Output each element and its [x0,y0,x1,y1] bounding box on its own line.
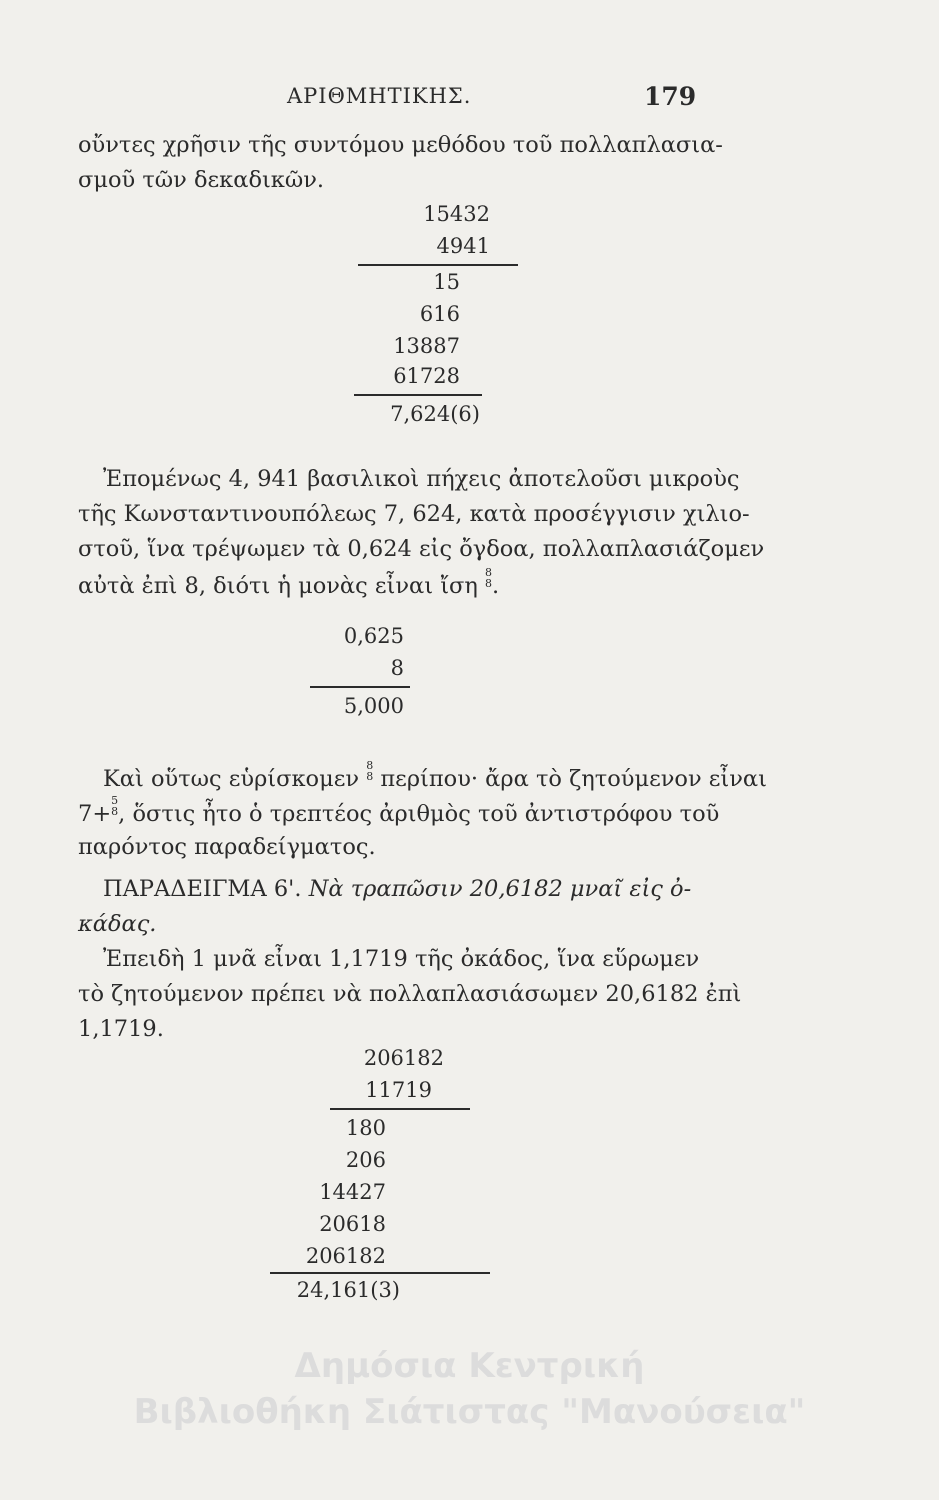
library-watermark-line-1: Δημόσια Κεντρική [294,1346,645,1386]
calc1-result: 7,624(6) [390,402,480,426]
fraction-eight-eighths: 8 8 [485,566,493,590]
calc3-result: 24,161(3) [296,1278,400,1302]
calc2-result: 5,000 [343,694,404,718]
intro-line-1: οὔντες χρῆσιν τῆς συντόμου μεθόδου τοῦ πολλαπλασια- [78,132,723,158]
para1-line-4-text: αὐτὰ ἐπὶ 8, διότι ἡ μονὰς εἶναι ἴση [78,573,478,599]
example-heading [103,872,691,907]
fraction-five-eighths: 5 8 [111,794,119,818]
library-watermark-line-2: Βιβλιοθήκη Σιάτιστας "Μανούσεια" [133,1392,806,1432]
calc3-partial-1: 180 [345,1116,386,1140]
para1-line-3: στοῦ, ἵνα τρέψωμεν τὰ 0,624 εἰς ὄγδοα, πολλαπλασιάζομεν [78,536,765,562]
calc1-multiplicand: 15432 [423,202,490,226]
example-label: ΠΑΡΑΔΕΙΓΜΑ 6'. [103,876,302,902]
calc1-multiplier: 4941 [436,234,490,258]
calc3-rule-top [330,1108,470,1110]
calc3-partial-5: 206182 [305,1244,386,1268]
calc2-rule [310,686,410,688]
example-text-1: Νὰ τραπῶσιν 20,6182 μναῖ εἰς ὀ- [308,876,692,902]
para3-line-1: Ἐπειδὴ 1 μνᾶ εἶναι 1,1719 τῆς ὀκάδος, ἵνα εὕρωμεν [103,946,700,972]
para2-line-3: παρόντος παραδείγματος. [78,834,376,860]
calc2-multiplicand: 0,625 [343,624,404,648]
calc1-partial-2: 616 [419,302,460,326]
calc1-rule-bottom [354,394,482,396]
para1-line-1: Ἐπομένως 4, 941 βασιλικοὶ πήχεις ἀποτελοῦσι μικροὺς [103,466,740,492]
para1-line-4: αὐτὰ ἐπὶ 8, διότι ἡ μονὰς εἶναι ἴση 8 8. [78,566,500,599]
intro-line-2: σμοῦ τῶν δεκαδικῶν. [78,167,325,193]
calc3-partial-4: 20618 [319,1212,386,1236]
calc1-partial-3: 13887 [393,334,460,358]
calc3-partial-3: 14427 [319,1180,386,1204]
para2-line-1: Καὶ οὕτως εὑρίσκομεν 8 8 περίπου· ἄρα τὸ ζητούμενον εἶναι [103,759,767,792]
para3-line-2: τὸ ζητούμενον πρέπει νὰ πολλαπλασιάσωμεν 20,6182 ἐπὶ [78,981,742,1007]
fraction-eighth: 8 8 [366,759,374,783]
calc3-rule-bottom [270,1272,490,1274]
running-header: ΑΡΙΘΜΗΤΙΚΗΣ. [287,84,472,108]
calc1-rule-top [358,264,518,266]
calc2-multiplier: 8 [390,656,404,680]
para1-line-2: τῆς Κωνσταντινουπόλεως 7, 624, κατὰ προσέγγισιν χιλιο- [78,501,750,527]
para2-line-2: 7+5 8, ὅστις ἦτο ὁ τρεπτέος ἀριθμὸς τοῦ ἀντιστρόφου τοῦ [78,794,720,827]
calc3-multiplicand: 206182 [363,1046,444,1070]
calc3-partial-2: 206 [345,1148,386,1172]
page-number: 179 [644,82,697,111]
calc1-partial-1: 15 [433,270,460,294]
example-text-2: κάδας. [78,911,157,937]
para3-line-3: 1,1719. [78,1016,164,1042]
calc3-multiplier: 11719 [365,1078,432,1102]
calc1-partial-4: 61728 [393,364,460,388]
